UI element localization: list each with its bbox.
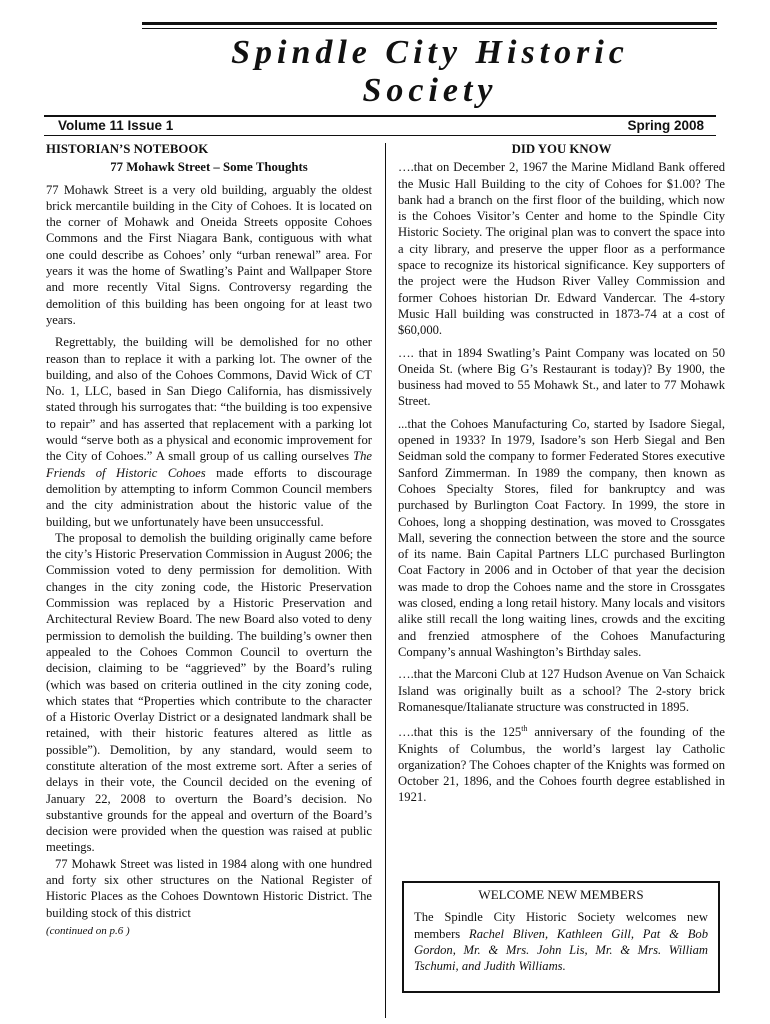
historians-notebook-column	[46, 141, 372, 939]
column-divider	[385, 143, 386, 1018]
masthead-rule-thin	[142, 28, 717, 29]
article-paragraph-2	[46, 334, 372, 530]
masthead-line-1: Spindle City Historic	[231, 34, 629, 71]
section-title-historians-notebook: HISTORIAN’S NOTEBOOK	[46, 142, 209, 156]
masthead-title	[150, 34, 710, 110]
article-paragraph-4: 77 Mohawk Street was listed in 1984 along with one hundred and forty six other structures on the National Register of Historic Places as the Cohoes Downtown Historic District. The building stock of this district	[46, 856, 372, 920]
fact-kofc-sup: th	[521, 724, 528, 734]
article-paragraph-2-b: made efforts to discourage demolition by attempting to inform Common Council members and the city administration about the historic value of the building, but we unfortunately have been unsuccessful.	[46, 465, 372, 529]
welcome-new-members-box	[402, 881, 720, 993]
fact-kofc-a: ….that this is the 125	[398, 725, 522, 740]
fact-music-hall: ….that on December 2, 1967 the Marine Midland Bank offered the Music Hall Building to the city of Cohoes for $1.00? The bank had a branch on the first floor of the building, which now is the Cohoes Visitor’s Center and home to the Spindle City Historic Society. The original plan was to convert the space into a city library, and preserve the upper floor as a performance space to recognize its historical significance. Key supporters of the project were the Hudson River Valley Commission and former Cohoes historian Dr. Edward Vandercar. The 4-story Music Hall building was constructed in 1873-74 at a cost of $60,000.	[398, 160, 725, 338]
welcome-body	[414, 909, 708, 974]
issue-volume: Volume 11 Issue 1	[58, 118, 174, 133]
did-you-know-column	[398, 141, 725, 812]
continued-note: (continued on p.6 )	[46, 924, 130, 937]
article-paragraph-3: The proposal to demolish the building originally came before the city’s Historic Preservation Commission in August 2006; the Commission voted to deny permission for demolition. With changes in the city zoning code, the Historic Preservation Commission was replaced by a Historic Preservation and Architectural Review Board. The new Board also voted to deny permission to demolish the building. The building’s owner then appealed to the Cohoes Common Council to overturn the decision, claiming to be “aggrieved” by the Board’s ruling (which was based on criteria outlined in the city zoning code, which states that “Properties which contribute to the character of a Historic Overlay District or a designated landmark shall be retained, with their historic features altered as little as possible”). Demolition, by any standard, would seem to constitute alteration of the most extreme sort. After a series of delays in their vote, the Council decided on the evening of January 22, 2008 to overturn the Board’s decision. No substantive grounds for the appeal and overturn of the Board’s decision were provided when the question was raised at public meetings.	[46, 530, 372, 855]
fact-marconi-club: ….that the Marconi Club at 127 Hudson Avenue on Van Schaick Island was originally built as a school? The 2-story brick Romanesque/Italianate structure was constructed in 1895.	[398, 667, 725, 714]
article-paragraph-1: 77 Mohawk Street is a very old building, arguably the oldest brick mercantile building in the City of Cohoes. It is located on the corner of Mohawk and Oneida Streets opposite Cohoes Commons and the First Niagara Bank, contiguous with what one could describe as Cohoes’ only “urban renewal” area. For years it was the home of Swatling’s Paint and Wallpaper Store and more recently Vital Signs. Controversy regarding the demolition of this building has been ongoing for at least two years.	[46, 182, 372, 327]
article-paragraph-2-a: Regrettably, the building will be demolished for no other reason than to replace it with a parking lot. The owner of the building, and also of the Cohoes Commons, David Wick of CT No. 1, LLC, based in San Diego California, has dismissively stated through his surrogates that: “the building is too expensive to repair” and has asserted that replacement with a parking lot would “serve both as a physical and economic improvement for the City of Cohoes.” A small group of us calling ourselves	[46, 335, 372, 464]
welcome-member-names: Rachel Bliven, Kathleen Gill, Pat & Bob Gordon, Mr. & Mrs. John Lis, Mr. & Mrs. William Tschumi, and Judith Williams.	[414, 926, 709, 974]
article-subtitle: 77 Mohawk Street – Some Thoughts	[110, 160, 308, 175]
issue-season: Spring 2008	[627, 118, 704, 133]
fact-kofc-b: anniversary of the founding of the Knights of Columbus, the world’s largest lay Catholic organization? The Cohoes chapter of the Knights was formed on October 21, 1896, and the Cohoes fourth degree established in 1921.	[398, 725, 725, 805]
welcome-title: WELCOME NEW MEMBERS	[478, 887, 644, 902]
section-title-did-you-know: DID YOU KNOW	[511, 142, 612, 156]
welcome-intro: The Spindle City Historic Society welcomes new members	[414, 910, 708, 941]
fact-swatlings-paint: …. that in 1894 Swatling’s Paint Company was located on 50 Oneida St. (where Big G’s Restaurant is today)? By 1900, the business had moved to 55 Mohawk St., and later to 77 Mohawk Street.	[398, 345, 725, 409]
masthead-rule-thick	[142, 22, 717, 25]
friends-of-historic-cohoes: The Friends of Historic Cohoes	[46, 449, 372, 480]
fact-cohoes-manufacturing: ...that the Cohoes Manufacturing Co, started by Isadore Siegal, opened in 1933? In 1979, Isadore’s son Herb Siegal and Ben Seidman sold the company to former Federated Stores executive Sanford Zimmerman. In 1989 the company, then known as Cohoes Specialty Stores, filed for bankruptcy and was purchased by Burlington Coat Factory. In 1999, the store in Cohoes, long a shopping destination, was moved to Crossgates Mall, severing the connection between the store and the source of its name. Bain Capital Partners LLC purchased Burlington Coat Factory in 2006 and in October of that year the decision was made to drop the Cohoes name and the store in Crossgates was closed, ending a long retail history. Many locals and visitors alike still recall the long waiting lines, crowds and the exciting and frenzied atmosphere of the Cohoes Manufacturing Company’s annual Washington’s Birthday sales.	[398, 416, 725, 659]
masthead-line-2: Society	[362, 72, 498, 109]
fact-knights-of-columbus	[398, 721, 725, 806]
issue-bar	[44, 115, 716, 136]
